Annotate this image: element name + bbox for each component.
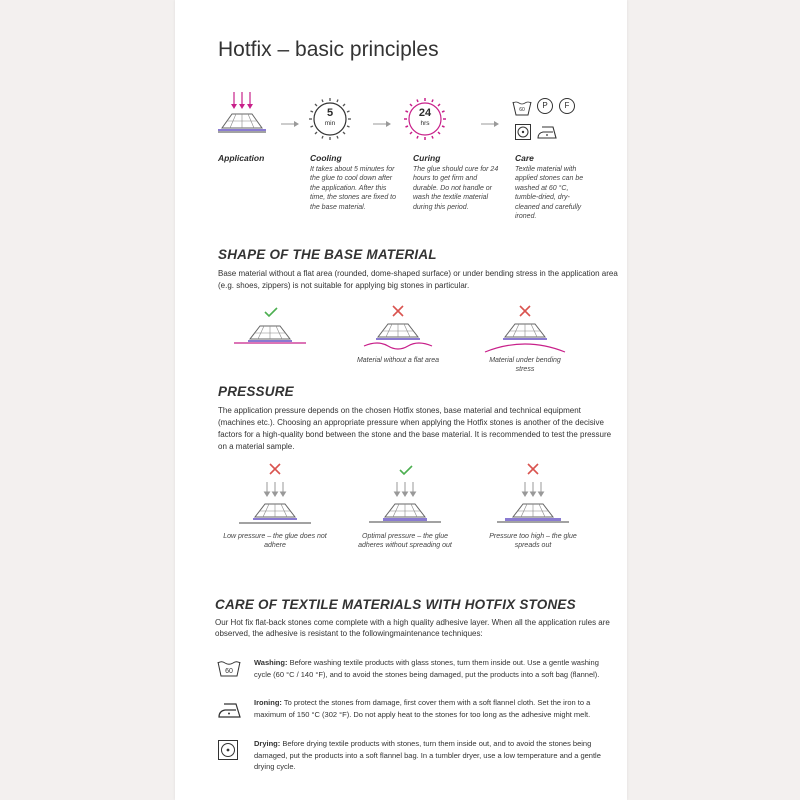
- tumble-dry-icon: [515, 124, 531, 140]
- iron-icon: [537, 126, 559, 140]
- care-label-drying: Drying:: [254, 739, 281, 748]
- care-body-ironing: To protect the stones from damage, first cover them with a soft flannel cloth. Set the iron to a maximum of 150 °C (302 °F). Do not apply heat to the stones for too long as the adhesive might melt.: [254, 698, 591, 719]
- cooling-unit: min: [324, 120, 336, 127]
- cooling-timer-icon: [309, 98, 351, 140]
- low-pressure-diagram: [245, 462, 305, 528]
- care-label-washing: Washing:: [254, 658, 288, 667]
- arrow-right-icon: [373, 120, 391, 128]
- pressure-caption-low: Low pressure – the glue does not adhere: [223, 533, 327, 550]
- cross-icon: [520, 306, 530, 316]
- application-icon: [218, 92, 270, 140]
- dryclean-p-icon: P: [537, 98, 553, 114]
- care-text-washing: [254, 657, 616, 680]
- care-item-drying: [218, 738, 613, 774]
- pressure-heading: PRESSURE: [218, 384, 294, 399]
- high-pressure-diagram: [503, 462, 563, 528]
- care-symbols: [513, 98, 583, 144]
- shape-text: Base material without a flat area (rounded, dome-shaped surface) or under bending stress in the application area (e.g. shoes, zippers) is not suitable for applying big stones in particular.: [218, 269, 618, 290]
- rounded-base-bad-diagram: [368, 304, 428, 350]
- flat-base-ok-diagram: [240, 306, 300, 346]
- step-title-cooling: Cooling: [310, 153, 342, 163]
- step-text-care: Textile material with applied stones can be washed at 60 °C, tumble-dried, dry-cleaned and carefully ironed.: [515, 166, 584, 221]
- arrow-right-icon: [281, 120, 299, 128]
- document-page: [175, 0, 627, 800]
- drying-icon: [218, 740, 238, 764]
- bending-base-bad-diagram: [495, 304, 555, 350]
- shape-caption-bending: Material under bending stress: [489, 357, 561, 374]
- care-body-drying: Before drying textile products with stones, turn them inside out, and to avoid the stones being damaged, put the products into a soft flannel bag. In a tumbler dryer, use a low temperature and a gentle drying cycle.: [254, 739, 601, 772]
- care-item-ironing: [218, 697, 613, 733]
- shape-caption-rounded: Material without a flat area: [356, 357, 440, 364]
- curing-unit: hrs: [420, 120, 430, 127]
- washing-tub-icon: [218, 659, 240, 681]
- step-text-curing: The glue should cure for 24 hours to get firm and durable. Do not handle or wash the textile material during this period.: [413, 166, 499, 211]
- care-text-ironing: [254, 697, 616, 720]
- check-icon: [400, 466, 412, 474]
- care-body-washing: Before washing textile products with glass stones, turn them inside out. Use a gentle washing cycle (60 °C / 140 °F), and to avoid the stones being damaged, put the products into a soft bag (flannel).: [254, 658, 600, 679]
- care-heading: CARE OF TEXTILE MATERIALS WITH HOTFIX STONES: [215, 597, 576, 612]
- optimal-pressure-diagram: [375, 462, 435, 528]
- pressure-caption-high: Pressure too high – the glue spreads out: [489, 533, 577, 550]
- pressure-text: The application pressure depends on the chosen Hotfix stones, base material and technical equipment (machines etc.). Choosing an appropriate pressure when applying the Hotfix stones is another of the decisive factors for a high-quality bond between the stone and the base material. It is recommended to test the pressure on a material sample.: [218, 406, 612, 451]
- page-title: Hotfix – basic principles: [218, 38, 439, 61]
- step-text-cooling: It takes about 5 minutes for the glue to cool down after the application. After this time, the stones are fixed to the base material.: [310, 166, 396, 211]
- care-item-washing: [218, 657, 613, 693]
- care-intro: Our Hot fix flat-back stones come complete with a high quality adhesive layer. When all the application rules are observed, the adhesive is resistant to the followingmaintenance techniques:: [215, 618, 610, 639]
- shape-heading: SHAPE OF THE BASE MATERIAL: [218, 247, 437, 262]
- curing-timer-icon: [404, 98, 446, 140]
- ironing-icon: [218, 703, 242, 723]
- dryclean-f-icon: F: [559, 98, 575, 114]
- step-title-curing: Curing: [413, 153, 441, 163]
- check-icon: [265, 308, 277, 316]
- arrow-right-icon: [481, 120, 499, 128]
- care-text-drying: [254, 738, 616, 773]
- washing-temperature: 60: [225, 668, 233, 675]
- cooling-minutes: 5: [326, 107, 334, 119]
- step-title-application: Application: [218, 153, 265, 163]
- cross-icon: [393, 306, 403, 316]
- pressure-caption-optimal: Optimal pressure – the glue adheres without spreading out: [358, 533, 452, 550]
- care-label-ironing: Ironing:: [254, 698, 282, 707]
- step-title-care: Care: [515, 153, 534, 163]
- cross-icon: [528, 464, 538, 474]
- cross-icon: [270, 464, 280, 474]
- curing-hours: 24: [418, 107, 432, 119]
- wash-temperature: 60: [519, 107, 525, 113]
